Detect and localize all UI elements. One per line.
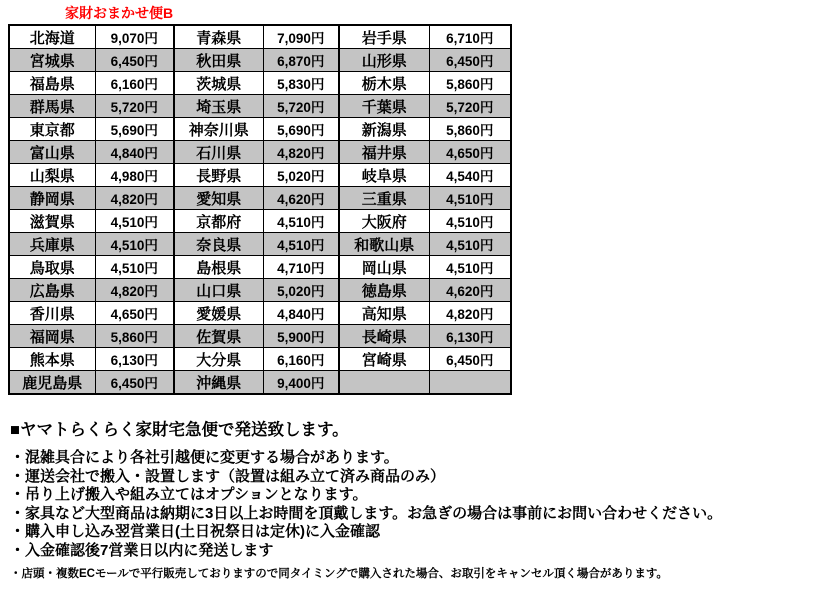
table-row <box>9 118 511 141</box>
prefecture-cell: 福島県 <box>9 72 95 95</box>
prefecture-cell: 北海道 <box>9 25 95 49</box>
price-cell: 4,820円 <box>263 141 339 164</box>
price-cell: 5,720円 <box>263 95 339 118</box>
prefecture-cell: 東京都 <box>9 118 95 141</box>
prefecture-cell: 広島県 <box>9 279 95 302</box>
price-cell: 6,450円 <box>95 49 174 72</box>
prefecture-cell: 秋田県 <box>174 49 263 72</box>
prefecture-cell: 滋賀県 <box>9 210 95 233</box>
prefecture-cell: 群馬県 <box>9 95 95 118</box>
prefecture-cell: 山梨県 <box>9 164 95 187</box>
price-cell: 4,820円 <box>429 302 511 325</box>
prefecture-cell: 埼玉県 <box>174 95 263 118</box>
prefecture-cell: 兵庫県 <box>9 233 95 256</box>
price-cell: 5,690円 <box>95 118 174 141</box>
prefecture-cell: 熊本県 <box>9 348 95 371</box>
table-row <box>9 25 511 49</box>
prefecture-cell: 大分県 <box>174 348 263 371</box>
price-cell <box>429 371 511 395</box>
price-cell: 4,510円 <box>263 233 339 256</box>
price-cell: 4,540円 <box>429 164 511 187</box>
price-cell: 6,450円 <box>95 371 174 395</box>
prefecture-cell: 福岡県 <box>9 325 95 348</box>
prefecture-cell: 千葉県 <box>339 95 429 118</box>
prefecture-cell: 富山県 <box>9 141 95 164</box>
prefecture-cell: 長野県 <box>174 164 263 187</box>
prefecture-cell: 新潟県 <box>339 118 429 141</box>
table-row <box>9 279 511 302</box>
prefecture-cell: 島根県 <box>174 256 263 279</box>
prefecture-cell: 静岡県 <box>9 187 95 210</box>
price-cell: 4,510円 <box>95 210 174 233</box>
prefecture-cell: 山形県 <box>339 49 429 72</box>
price-cell: 5,900円 <box>263 325 339 348</box>
prefecture-cell: 大阪府 <box>339 210 429 233</box>
price-cell: 7,090円 <box>263 25 339 49</box>
prefecture-cell: 福井県 <box>339 141 429 164</box>
prefecture-cell: 愛媛県 <box>174 302 263 325</box>
prefecture-cell: 茨城県 <box>174 72 263 95</box>
prefecture-cell: 佐賀県 <box>174 325 263 348</box>
price-cell: 4,650円 <box>429 141 511 164</box>
prefecture-cell: 長崎県 <box>339 325 429 348</box>
price-cell: 5,860円 <box>429 118 511 141</box>
prefecture-cell: 京都府 <box>174 210 263 233</box>
table-row <box>9 233 511 256</box>
price-cell: 6,160円 <box>263 348 339 371</box>
note-bullet: ・入金確認後7営業日以内に発送します <box>10 541 274 559</box>
table-row <box>9 187 511 210</box>
price-cell: 6,450円 <box>429 49 511 72</box>
fee-table-body <box>9 25 511 394</box>
notes-list <box>10 449 816 560</box>
price-cell: 4,840円 <box>263 302 339 325</box>
price-cell: 4,650円 <box>95 302 174 325</box>
table-row <box>9 72 511 95</box>
price-cell: 6,710円 <box>429 25 511 49</box>
prefecture-cell: 栃木県 <box>339 72 429 95</box>
price-cell: 9,070円 <box>95 25 174 49</box>
prefecture-cell: 鹿児島県 <box>9 371 95 395</box>
shipping-notes <box>10 416 816 581</box>
table-row <box>9 141 511 164</box>
price-cell: 4,510円 <box>429 256 511 279</box>
prefecture-cell: 青森県 <box>174 25 263 49</box>
table-row <box>9 325 511 348</box>
page-title: 家財おまかせ便B <box>65 5 174 21</box>
price-cell: 6,160円 <box>95 72 174 95</box>
fine-print-note: ・店頭・複数ECモールで平行販売しておりますので同タイミングで購入された場合、お取引をキャンセル頂く場合があります。 <box>10 568 668 580</box>
price-cell: 5,690円 <box>263 118 339 141</box>
price-cell: 4,980円 <box>95 164 174 187</box>
prefecture-cell <box>339 371 429 395</box>
table-row <box>9 371 511 395</box>
note-bullet: ・混雑具合により各社引越便に変更する場合があります。 <box>10 449 399 466</box>
price-cell: 6,870円 <box>263 49 339 72</box>
prefecture-cell: 岩手県 <box>339 25 429 49</box>
prefecture-cell: 高知県 <box>339 302 429 325</box>
price-cell: 4,710円 <box>263 256 339 279</box>
prefecture-cell: 和歌山県 <box>339 233 429 256</box>
prefecture-cell: 沖縄県 <box>174 371 263 395</box>
price-cell: 4,510円 <box>95 256 174 279</box>
prefecture-cell: 愛知県 <box>174 187 263 210</box>
prefecture-cell: 香川県 <box>9 302 95 325</box>
price-cell: 6,450円 <box>429 348 511 371</box>
note-bullet: ・購入申し込み翌営業日(土日祝祭日は定休)に入金確認 <box>10 523 380 540</box>
price-cell: 4,510円 <box>95 233 174 256</box>
prefecture-cell: 岐阜県 <box>339 164 429 187</box>
price-cell: 4,620円 <box>263 187 339 210</box>
note-bullet: ・運送会社で搬入・設置します（設置は組み立て済み商品のみ） <box>10 467 446 485</box>
table-row <box>9 49 511 72</box>
prefecture-cell: 宮城県 <box>9 49 95 72</box>
price-cell: 4,820円 <box>95 279 174 302</box>
price-cell: 5,020円 <box>263 164 339 187</box>
prefecture-cell: 神奈川県 <box>174 118 263 141</box>
prefecture-cell: 奈良県 <box>174 233 263 256</box>
price-cell: 5,860円 <box>95 325 174 348</box>
price-cell: 4,620円 <box>429 279 511 302</box>
price-cell: 6,130円 <box>95 348 174 371</box>
price-cell: 4,820円 <box>95 187 174 210</box>
prefecture-cell: 三重県 <box>339 187 429 210</box>
price-cell: 5,020円 <box>263 279 339 302</box>
prefecture-cell: 鳥取県 <box>9 256 95 279</box>
price-cell: 5,860円 <box>429 72 511 95</box>
price-cell: 4,840円 <box>95 141 174 164</box>
prefecture-cell: 石川県 <box>174 141 263 164</box>
price-cell: 9,400円 <box>263 371 339 395</box>
prefecture-cell: 宮崎県 <box>339 348 429 371</box>
table-row <box>9 302 511 325</box>
shipping-fee-table <box>8 24 512 395</box>
price-cell: 5,720円 <box>95 95 174 118</box>
price-cell: 4,510円 <box>263 210 339 233</box>
price-cell: 5,720円 <box>429 95 511 118</box>
table-row <box>9 164 511 187</box>
table-row <box>9 348 511 371</box>
prefecture-cell: 徳島県 <box>339 279 429 302</box>
price-cell: 4,510円 <box>429 233 511 256</box>
note-bullet: ・吊り上げ搬入や組み立てはオプションとなります。 <box>10 486 368 503</box>
prefecture-cell: 山口県 <box>174 279 263 302</box>
price-cell: 5,830円 <box>263 72 339 95</box>
price-cell: 4,510円 <box>429 187 511 210</box>
table-row <box>9 256 511 279</box>
notes-heading: ■ヤマトらくらく家財宅急便で発送致します。 <box>10 421 349 439</box>
price-cell: 6,130円 <box>429 325 511 348</box>
note-bullet: ・家具など大型商品は納期に3日以上お時間を頂戴します。お急ぎの場合は事前にお問い合わせください。 <box>10 504 723 522</box>
prefecture-cell: 岡山県 <box>339 256 429 279</box>
price-cell: 4,510円 <box>429 210 511 233</box>
table-row <box>9 95 511 118</box>
table-row <box>9 210 511 233</box>
